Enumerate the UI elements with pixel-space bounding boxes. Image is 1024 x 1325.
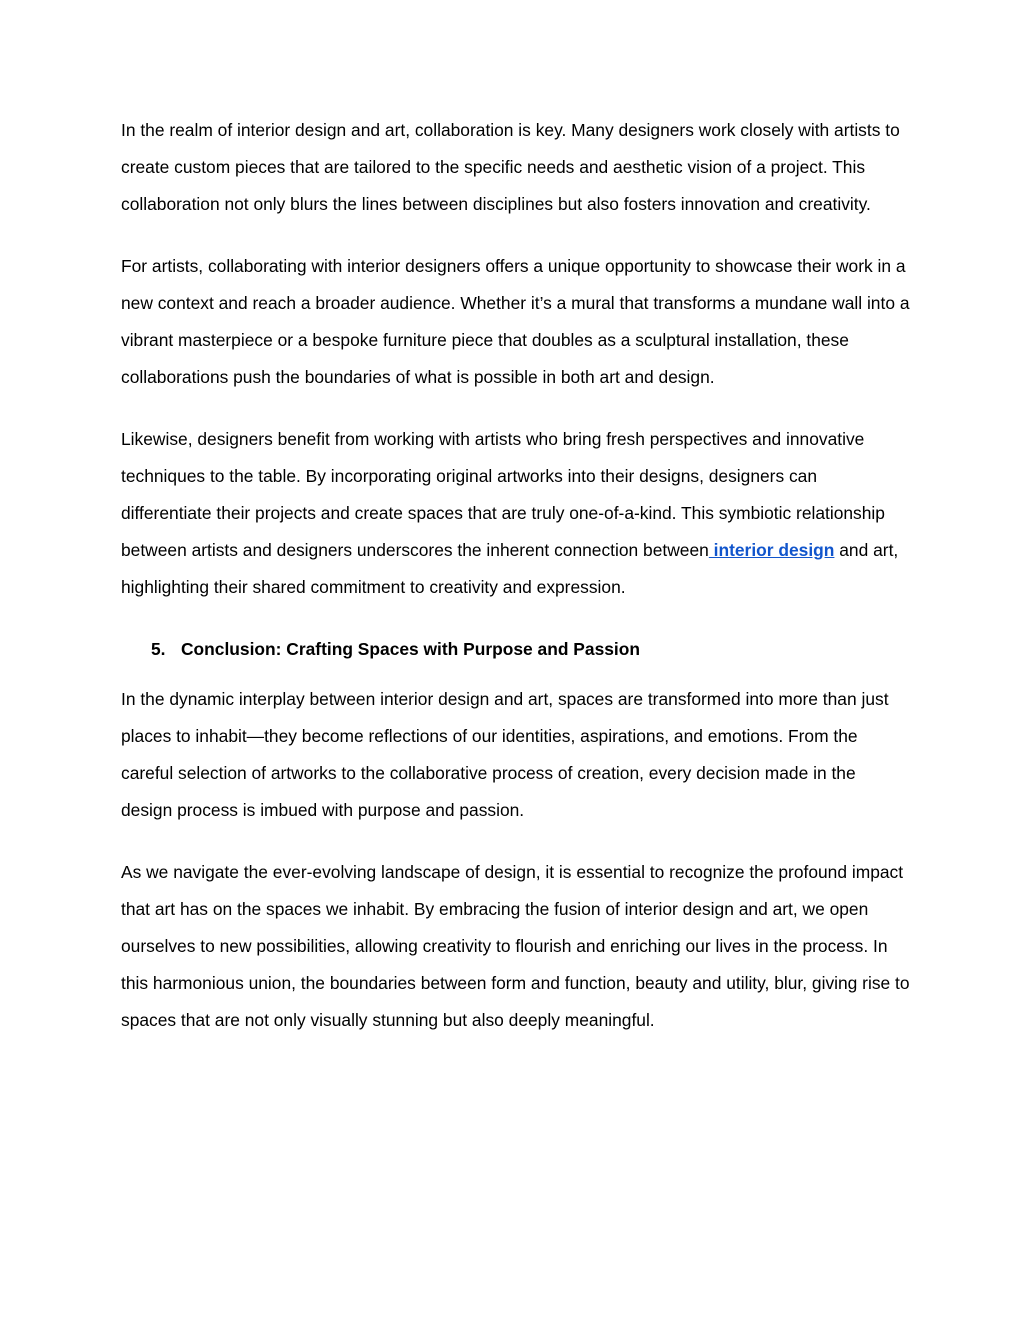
paragraph-designers-text-before: Likewise, designers benefit from working with artists who bring fresh perspectives and innovative techniques to the table. By incorporating original artworks into their designs, designers can differentiate their projects and create spaces that are truly one-of-a-kind. This symbiotic relationship between artists and designers underscores the inherent connection between	[121, 429, 885, 560]
section-number: 5.	[151, 639, 166, 659]
section-title: Conclusion: Crafting Spaces with Purpose and Passion	[181, 639, 640, 659]
paragraph-designers-text-after: and art, highlighting their shared commitment to creativity and expression.	[121, 540, 899, 597]
paragraph-collaboration: In the realm of interior design and art, collaboration is key. Many designers work closely with artists to create custom pieces that are tailored to the specific needs and aesthetic vision of a project. This collaboration not only blurs the lines between disciplines but also fosters innovation and creativity.	[121, 120, 900, 214]
document-page	[121, 112, 911, 1064]
section-heading	[121, 631, 911, 668]
paragraph-designers	[121, 421, 911, 606]
paragraph-artists: For artists, collaborating with interior designers offers a unique opportunity to showcase their work in a new context and reach a broader audience. Whether it’s a mural that transforms a mundane wall into a vibrant masterpiece or a bespoke furniture piece that doubles as a sculptural installation, these collaborations push the boundaries of what is possible in both art and design.	[121, 256, 910, 387]
interior-design-link[interactable]: interior design	[708, 540, 835, 560]
paragraph-closing: As we navigate the ever-evolving landscape of design, it is essential to recognize the profound impact that art has on the spaces we inhabit. By embracing the fusion of interior design and art, we open ourselves to new possibilities, allowing creativity to flourish and enriching our lives in the process. In this harmonious union, the boundaries between form and function, beauty and utility, blur, giving rise to spaces that are not only visually stunning but also deeply meaningful.	[121, 862, 910, 1030]
paragraph-conclusion: In the dynamic interplay between interior design and art, spaces are transformed into more than just places to inhabit—they become reflections of our identities, aspirations, and emotions. From the careful selection of artworks to the collaborative process of creation, every decision made in the design process is imbued with purpose and passion.	[121, 689, 889, 820]
